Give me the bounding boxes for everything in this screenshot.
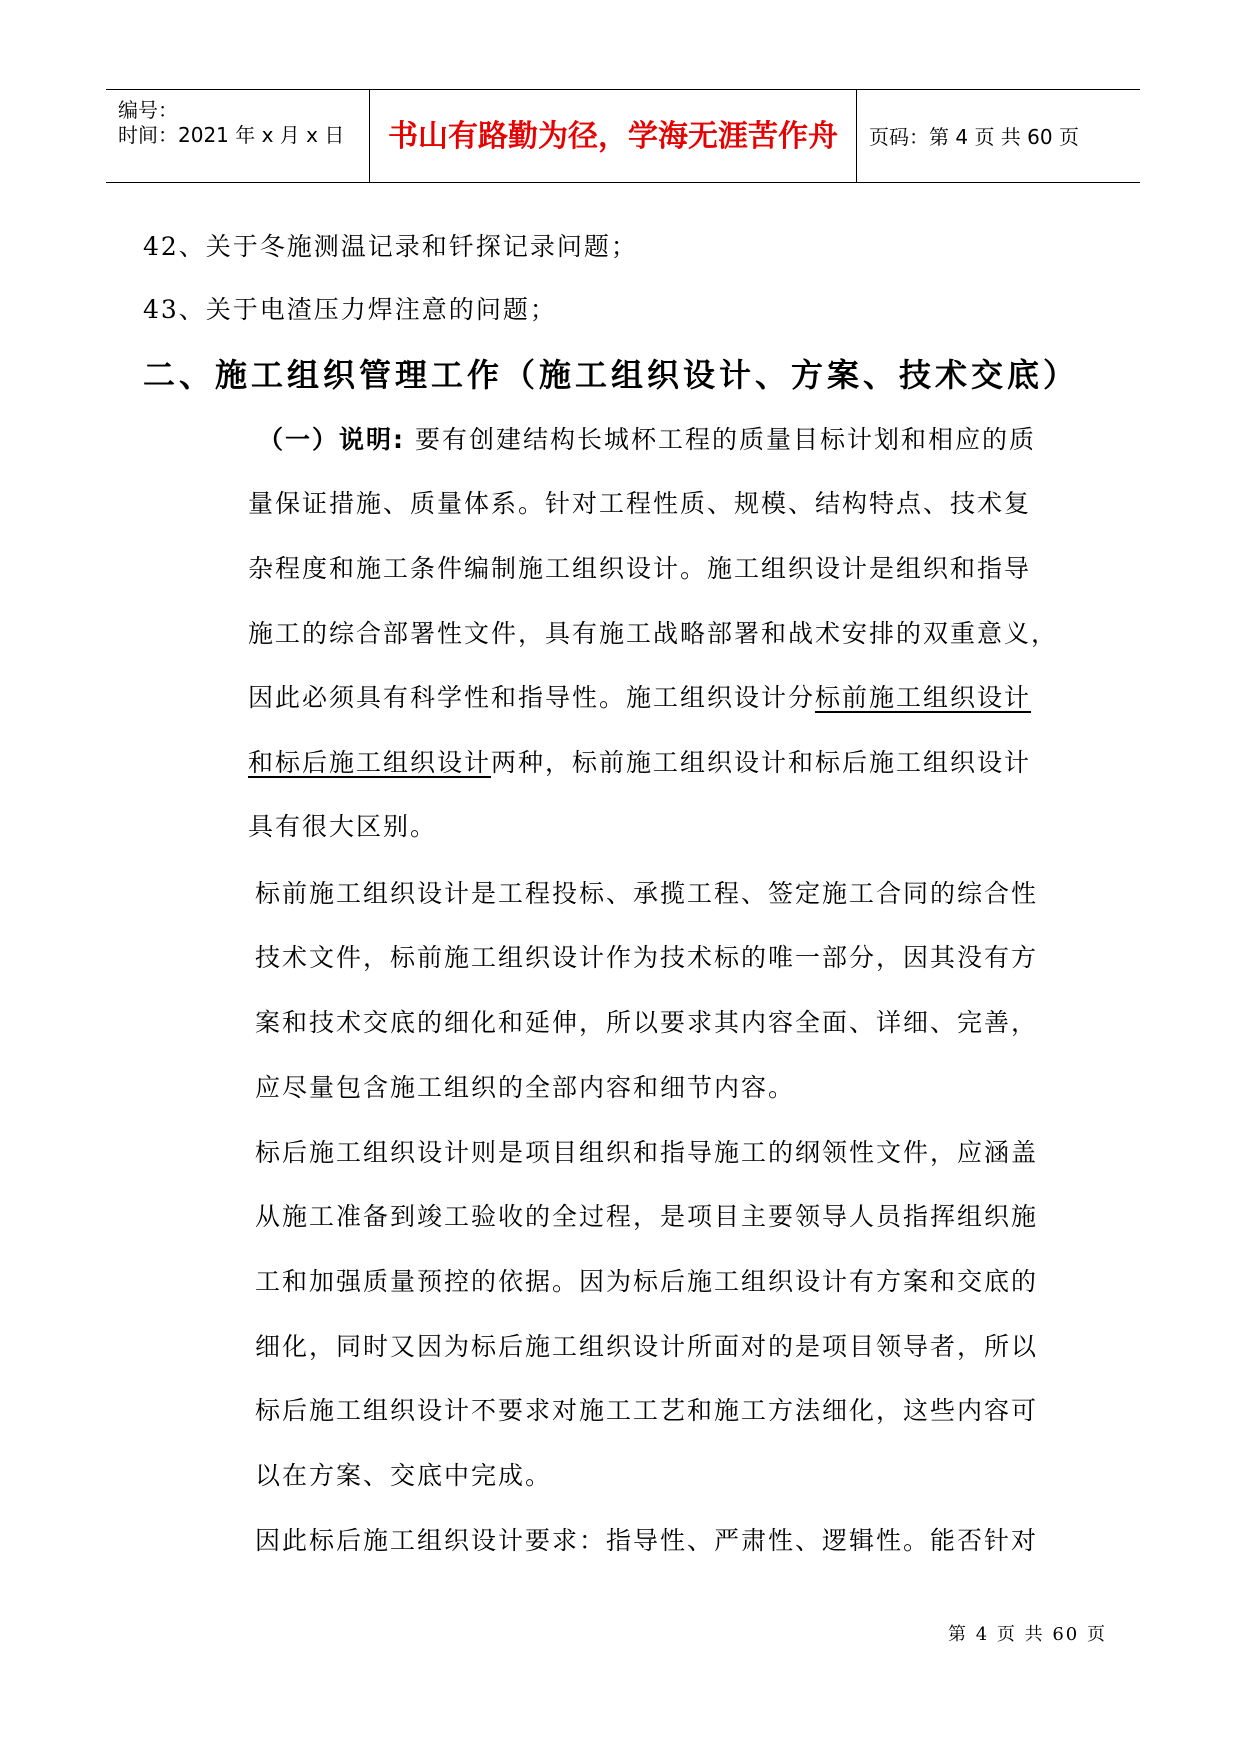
list-item: 42、关于冬施测温记录和钎探记录问题； [143, 232, 638, 261]
underlined-term: 标前施工组织设计 [815, 683, 1032, 712]
paragraph-line: 杂程度和施工条件编制施工组织设计。施工组织设计是组织和指导 [248, 554, 1032, 583]
paragraph-line: 从施工准备到竣工验收的全过程，是项目主要领导人员指挥组织施 [255, 1202, 1039, 1231]
paragraph-line: 量保证措施、质量体系。针对工程性质、规模、结构特点、技术复 [248, 489, 1032, 518]
list-item: 43、关于电渣压力焊注意的问题； [143, 295, 557, 324]
paragraph-line [248, 743, 1031, 779]
date-label: 时间：2021 年 x 月 x 日 [118, 123, 345, 147]
header-info-cell [106, 90, 370, 182]
header-motto: 书山有路勤为径，学海无涯苦作舟 [370, 90, 857, 182]
subsection-label: （一）说明: [258, 425, 405, 454]
paragraph-line [248, 678, 1031, 714]
paragraph-line: 标后施工组织设计不要求对施工工艺和施工方法细化，这些内容可 [255, 1396, 1039, 1425]
section-heading: 二、施工组织管理工作（施工组织设计、方案、技术交底） [143, 356, 1080, 394]
paragraph-line: 应尽量包含施工组织的全部内容和细节内容。 [255, 1073, 796, 1102]
paragraph-line: 具有很大区别。 [248, 812, 438, 841]
subsection-text: 要有创建结构长城杯工程的质量目标计划和相应的质 [414, 425, 1036, 454]
underlined-term: 和标后施工组织设计 [248, 748, 492, 777]
paragraph-line: 细化，同时又因为标后施工组织设计所面对的是项目领导者，所以 [255, 1332, 1039, 1361]
paragraph-line: 工和加强质量预控的依据。因为标后施工组织设计有方案和交底的 [255, 1267, 1039, 1296]
paragraph-line: 施工的综合部署性文件，具有施工战略部署和战术安排的双重意义， [248, 619, 1059, 648]
paragraph-text: 两种，标前施工组织设计和标后施工组织设计 [491, 748, 1032, 777]
paragraph-text: 因此必须具有科学性和指导性。施工组织设计分 [248, 683, 816, 712]
paragraph-line: 标前施工组织设计是工程投标、承揽工程、签定施工合同的综合性 [255, 879, 1039, 908]
subsection-first-line [258, 420, 1036, 456]
paragraph-line: 标后施工组织设计则是项目组织和指导施工的纲领性文件，应涵盖 [255, 1138, 1039, 1167]
page-header [106, 89, 1140, 183]
paragraph-line: 技术文件，标前施工组织设计作为技术标的唯一部分，因其没有方 [255, 943, 1039, 972]
page-footer: 第 4 页 共 60 页 [948, 1624, 1107, 1645]
paragraph-line: 案和技术交底的细化和延伸，所以要求其内容全面、详细、完善， [255, 1008, 1039, 1037]
serial-number-label: 编号： [118, 98, 178, 122]
paragraph-line: 因此标后施工组织设计要求：指导性、严肃性、逻辑性。能否针对 [255, 1526, 1039, 1555]
paragraph-line: 以在方案、交底中完成。 [255, 1461, 553, 1490]
header-page-code: 页码：第 4 页 共 60 页 [869, 125, 1079, 149]
